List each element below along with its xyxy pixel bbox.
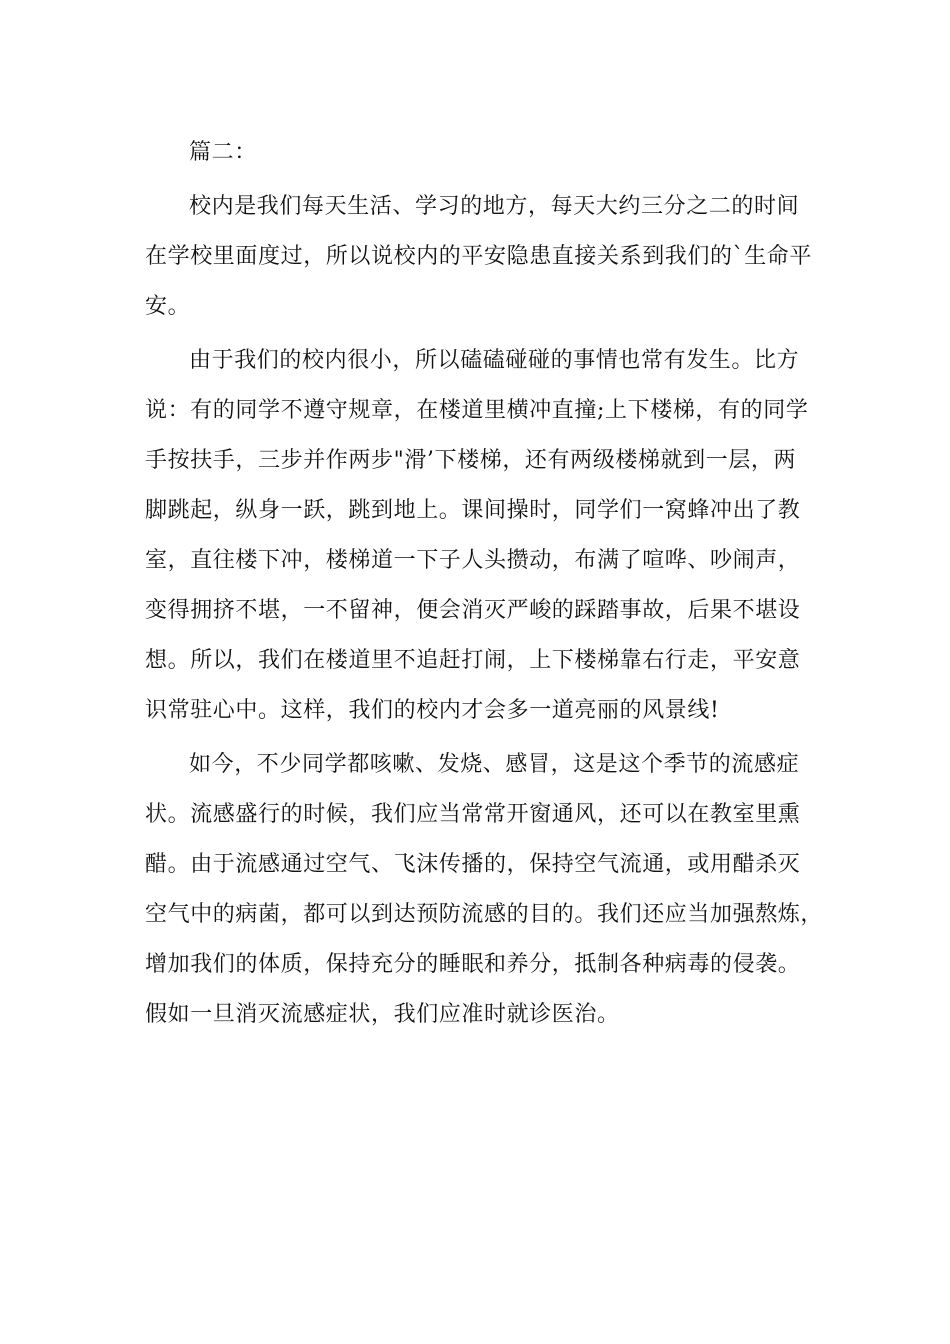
paragraph-1 (145, 192, 825, 342)
paragraph-3 (145, 750, 825, 1050)
text-line: 想。所以，我们在楼道里不追赶打闹，上下楼梯靠右行走，平安意 (145, 648, 801, 673)
text-line: 变得拥挤不堪，一不留神，便会消灭严峻的踩踏事故，后果不堪设 (145, 598, 801, 623)
document-body (145, 138, 825, 1050)
text-line: 室，直往楼下冲，楼梯道一下子人头攒动，布满了喧哗、吵闹声， (145, 548, 801, 573)
text-line: 在学校里面度过，所以说校内的平安隐患直接关系到我们的`生命平 (145, 244, 813, 269)
text-line: 识常驻心中。这样，我们的校内才会多一道亮丽的风景线! (145, 698, 720, 723)
text-line: 增加我们的体质，保持充分的睡眠和养分，抵制各种病毒的侵袭。 (145, 952, 801, 977)
text-line: 手按扶手，三步并作两步"滑’下楼梯，还有两级楼梯就到一层，两 (145, 448, 797, 473)
text-line: 假如一旦消灭流感症状，我们应准时就诊医治。 (145, 1002, 620, 1027)
text-line: 安。 (145, 294, 191, 319)
text-line: 醋。由于流感通过空气、飞沫传播的，保持空气流通，或用醋杀灭 (145, 852, 801, 877)
text-line: 状。流感盛行的时候，我们应当常常开窗通风，还可以在教室里熏 (145, 802, 801, 827)
paragraph-2 (145, 346, 825, 746)
text-line: 脚跳起，纵身一跃，跳到地上。课间操时，同学们一窝蜂冲出了教 (145, 498, 801, 523)
text-line: 说：有的同学不遵守规章，在楼道里横冲直撞;上下楼梯，有的同学 (145, 398, 809, 423)
text-line: 空气中的病菌，都可以到达预防流感的目的。我们还应当加强熬炼， (145, 902, 824, 927)
text-line: 由于我们的校内很小，所以磕磕碰碰的事情也常有发生。比方 (189, 348, 800, 373)
section-heading: 篇二： (189, 140, 257, 165)
text-line: 校内是我们每天生活、学习的地方，每天大约三分之二的时间 (189, 194, 800, 219)
text-line: 如今，不少同学都咳嗽、发烧、感冒，这是这个季节的流感症 (189, 752, 800, 777)
